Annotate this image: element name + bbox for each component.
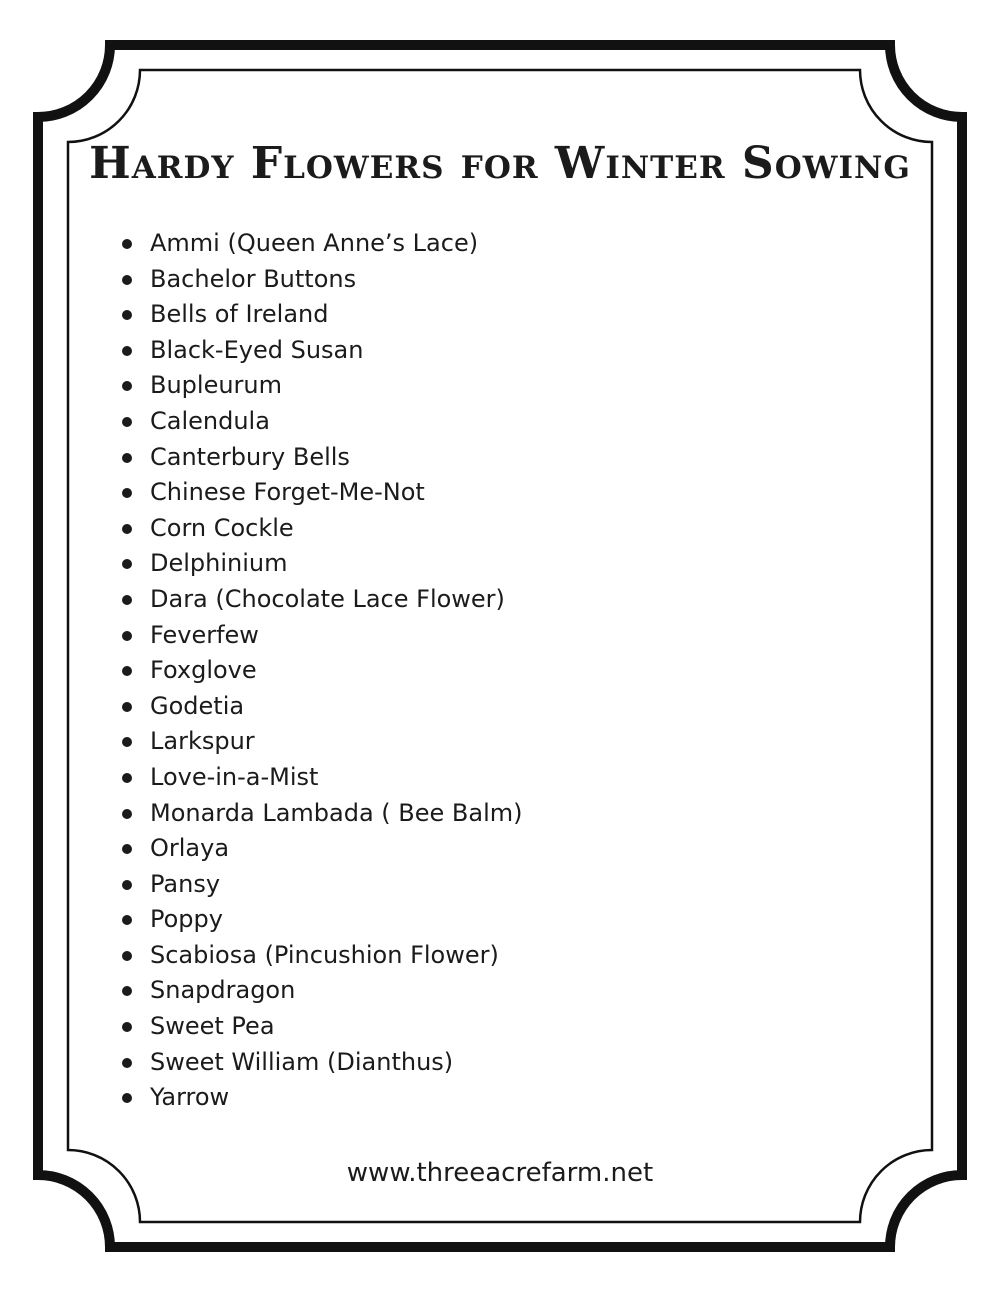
list-item: Bells of Ireland bbox=[150, 297, 523, 333]
flower-list bbox=[150, 226, 523, 1116]
list-item: Love-in-a-Mist bbox=[150, 760, 523, 796]
list-item: Yarrow bbox=[150, 1080, 523, 1116]
list-item: Ammi (Queen Anne’s Lace) bbox=[150, 226, 523, 262]
list-item: Feverfew bbox=[150, 618, 523, 654]
list-item: Godetia bbox=[150, 689, 523, 725]
list-item: Bachelor Buttons bbox=[150, 262, 523, 298]
list-item: Snapdragon bbox=[150, 973, 523, 1009]
list-item: Pansy bbox=[150, 867, 523, 903]
list-item: Orlaya bbox=[150, 831, 523, 867]
list-item: Delphinium bbox=[150, 546, 523, 582]
list-item: Black-Eyed Susan bbox=[150, 333, 523, 369]
list-item: Dara (Chocolate Lace Flower) bbox=[150, 582, 523, 618]
list-item: Larkspur bbox=[150, 724, 523, 760]
list-item: Canterbury Bells bbox=[150, 440, 523, 476]
list-item: Poppy bbox=[150, 902, 523, 938]
list-item: Bupleurum bbox=[150, 368, 523, 404]
list-item: Sweet William (Dianthus) bbox=[150, 1045, 523, 1081]
list-item: Corn Cockle bbox=[150, 511, 523, 547]
page-title: Hardy Flowers for Winter Sowing bbox=[89, 138, 911, 189]
list-item: Chinese Forget-Me-Not bbox=[150, 475, 523, 511]
list-item: Foxglove bbox=[150, 653, 523, 689]
website-url: www.threeacrefarm.net bbox=[346, 1158, 654, 1188]
list-item: Scabiosa (Pincushion Flower) bbox=[150, 938, 523, 974]
list-item: Monarda Lambada ( Bee Balm) bbox=[150, 796, 523, 832]
list-item: Sweet Pea bbox=[150, 1009, 523, 1045]
list-item: Calendula bbox=[150, 404, 523, 440]
